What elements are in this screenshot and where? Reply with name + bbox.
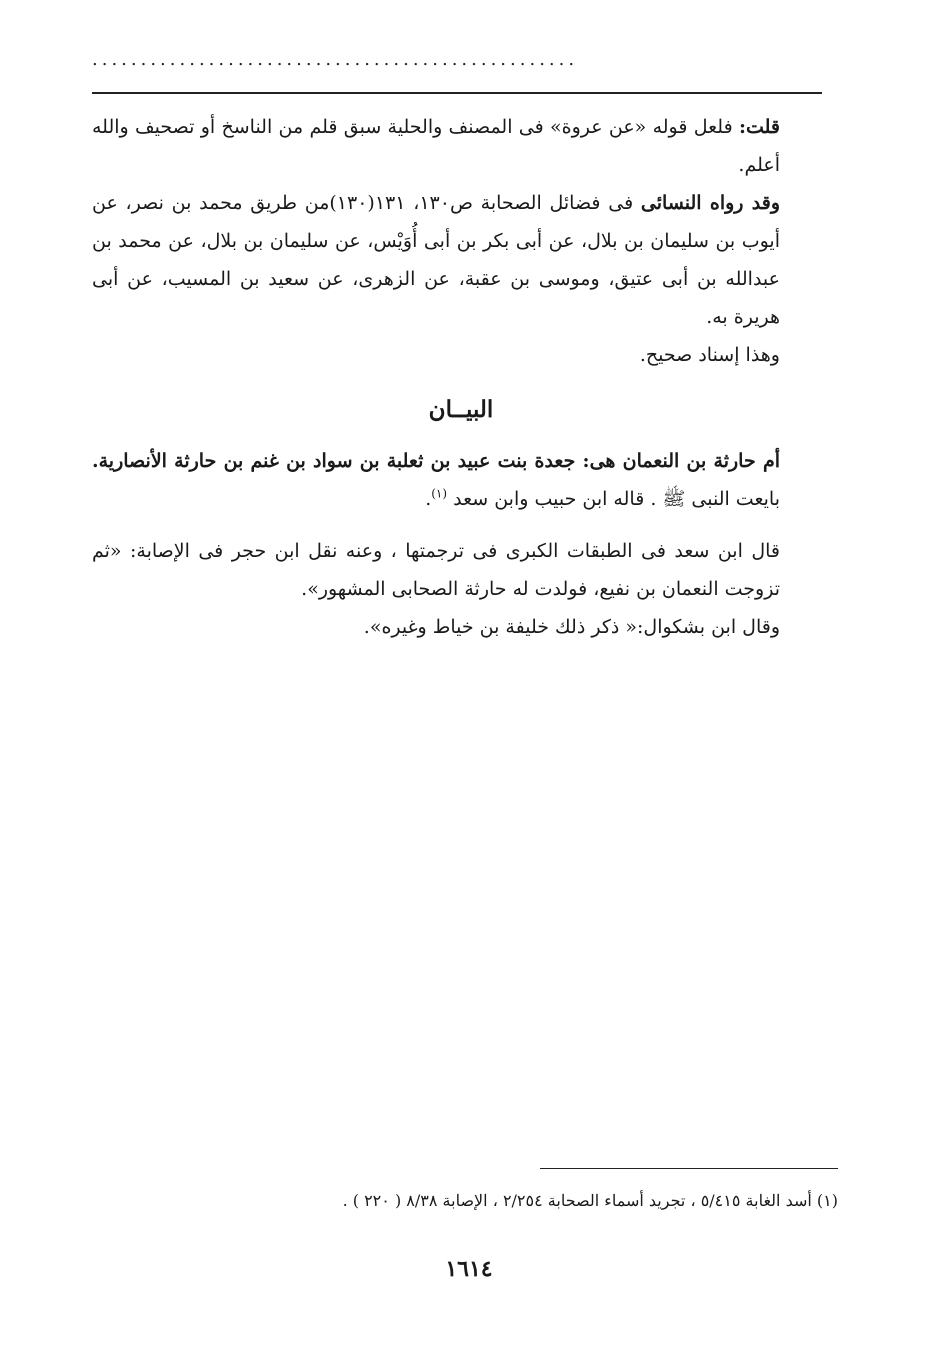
footnote: (١) أسد الغابة ٥/٤١٥ ، تجريد أسماء الصحابة ٢/٢٥٤ ، الإصابة ٨/٣٨ ( ٢٢٠ ) . bbox=[342, 1191, 838, 1210]
header-rule bbox=[92, 92, 822, 94]
page-number: ١٦١٤ bbox=[445, 1256, 493, 1282]
paragraph-2-lead: وقد رواه النسائى bbox=[640, 192, 781, 214]
header-dotted-line: .................................................. bbox=[92, 50, 579, 70]
paragraph-2 bbox=[92, 184, 830, 336]
paragraph-1-text: فلعل قوله «عن عروة» فى المصنف والحلية سبق قلم من الناسخ أو تصحيف والله أعلم. bbox=[92, 116, 780, 176]
section-heading: البيــان bbox=[428, 396, 494, 423]
paragraph-4-lead: أم حارثة بن النعمان هى: bbox=[575, 450, 780, 472]
paragraph-1-lead: قلت: bbox=[738, 116, 780, 138]
paragraph-4-end: . bbox=[425, 488, 432, 510]
paragraph-4-bold: جعدة بنت عبيد بن ثعلبة بن سواد بن غنم بن حارثة الأنصارية. bbox=[92, 450, 576, 472]
paragraph-2-text: فى فضائل الصحابة ص١٣٠، ١٣١(١٣٠)من طريق محمد بن نصر، عن أيوب بن سليمان بن بلال، عن أبى بكر بن أبى أُوَيْس، عن سليمان بن بلال، عن محمد بن عبدالله بن أبى عتيق، وموسى بن عقبة، عن الزهرى، عن سعيد بن المسيب، عن أبى هريرة به. bbox=[92, 192, 780, 328]
paragraph-4 bbox=[92, 442, 830, 518]
paragraph-3: وهذا إسناد صحيح. bbox=[639, 344, 780, 366]
paragraph-5: قال ابن سعد فى الطبقات الكبرى فى ترجمتها ، وعنه نقل ابن حجر فى الإصابة: «ثم تزوجت النعمان بن نفيع، فولدت له حارثة الصحابى المشهور». bbox=[92, 540, 780, 600]
footnote-rule bbox=[540, 1168, 838, 1169]
paragraph-6: وقال ابن بشكوال:« ذكر ذلك خليفة بن خياط وغيره». bbox=[363, 616, 780, 638]
footnote-ref: (١) bbox=[431, 486, 448, 501]
main-text bbox=[92, 108, 830, 646]
paragraph-1 bbox=[92, 108, 830, 184]
paragraph-4-text: بايعت النبى ﷺ . قاله ابن حبيب وابن سعد bbox=[453, 488, 780, 510]
